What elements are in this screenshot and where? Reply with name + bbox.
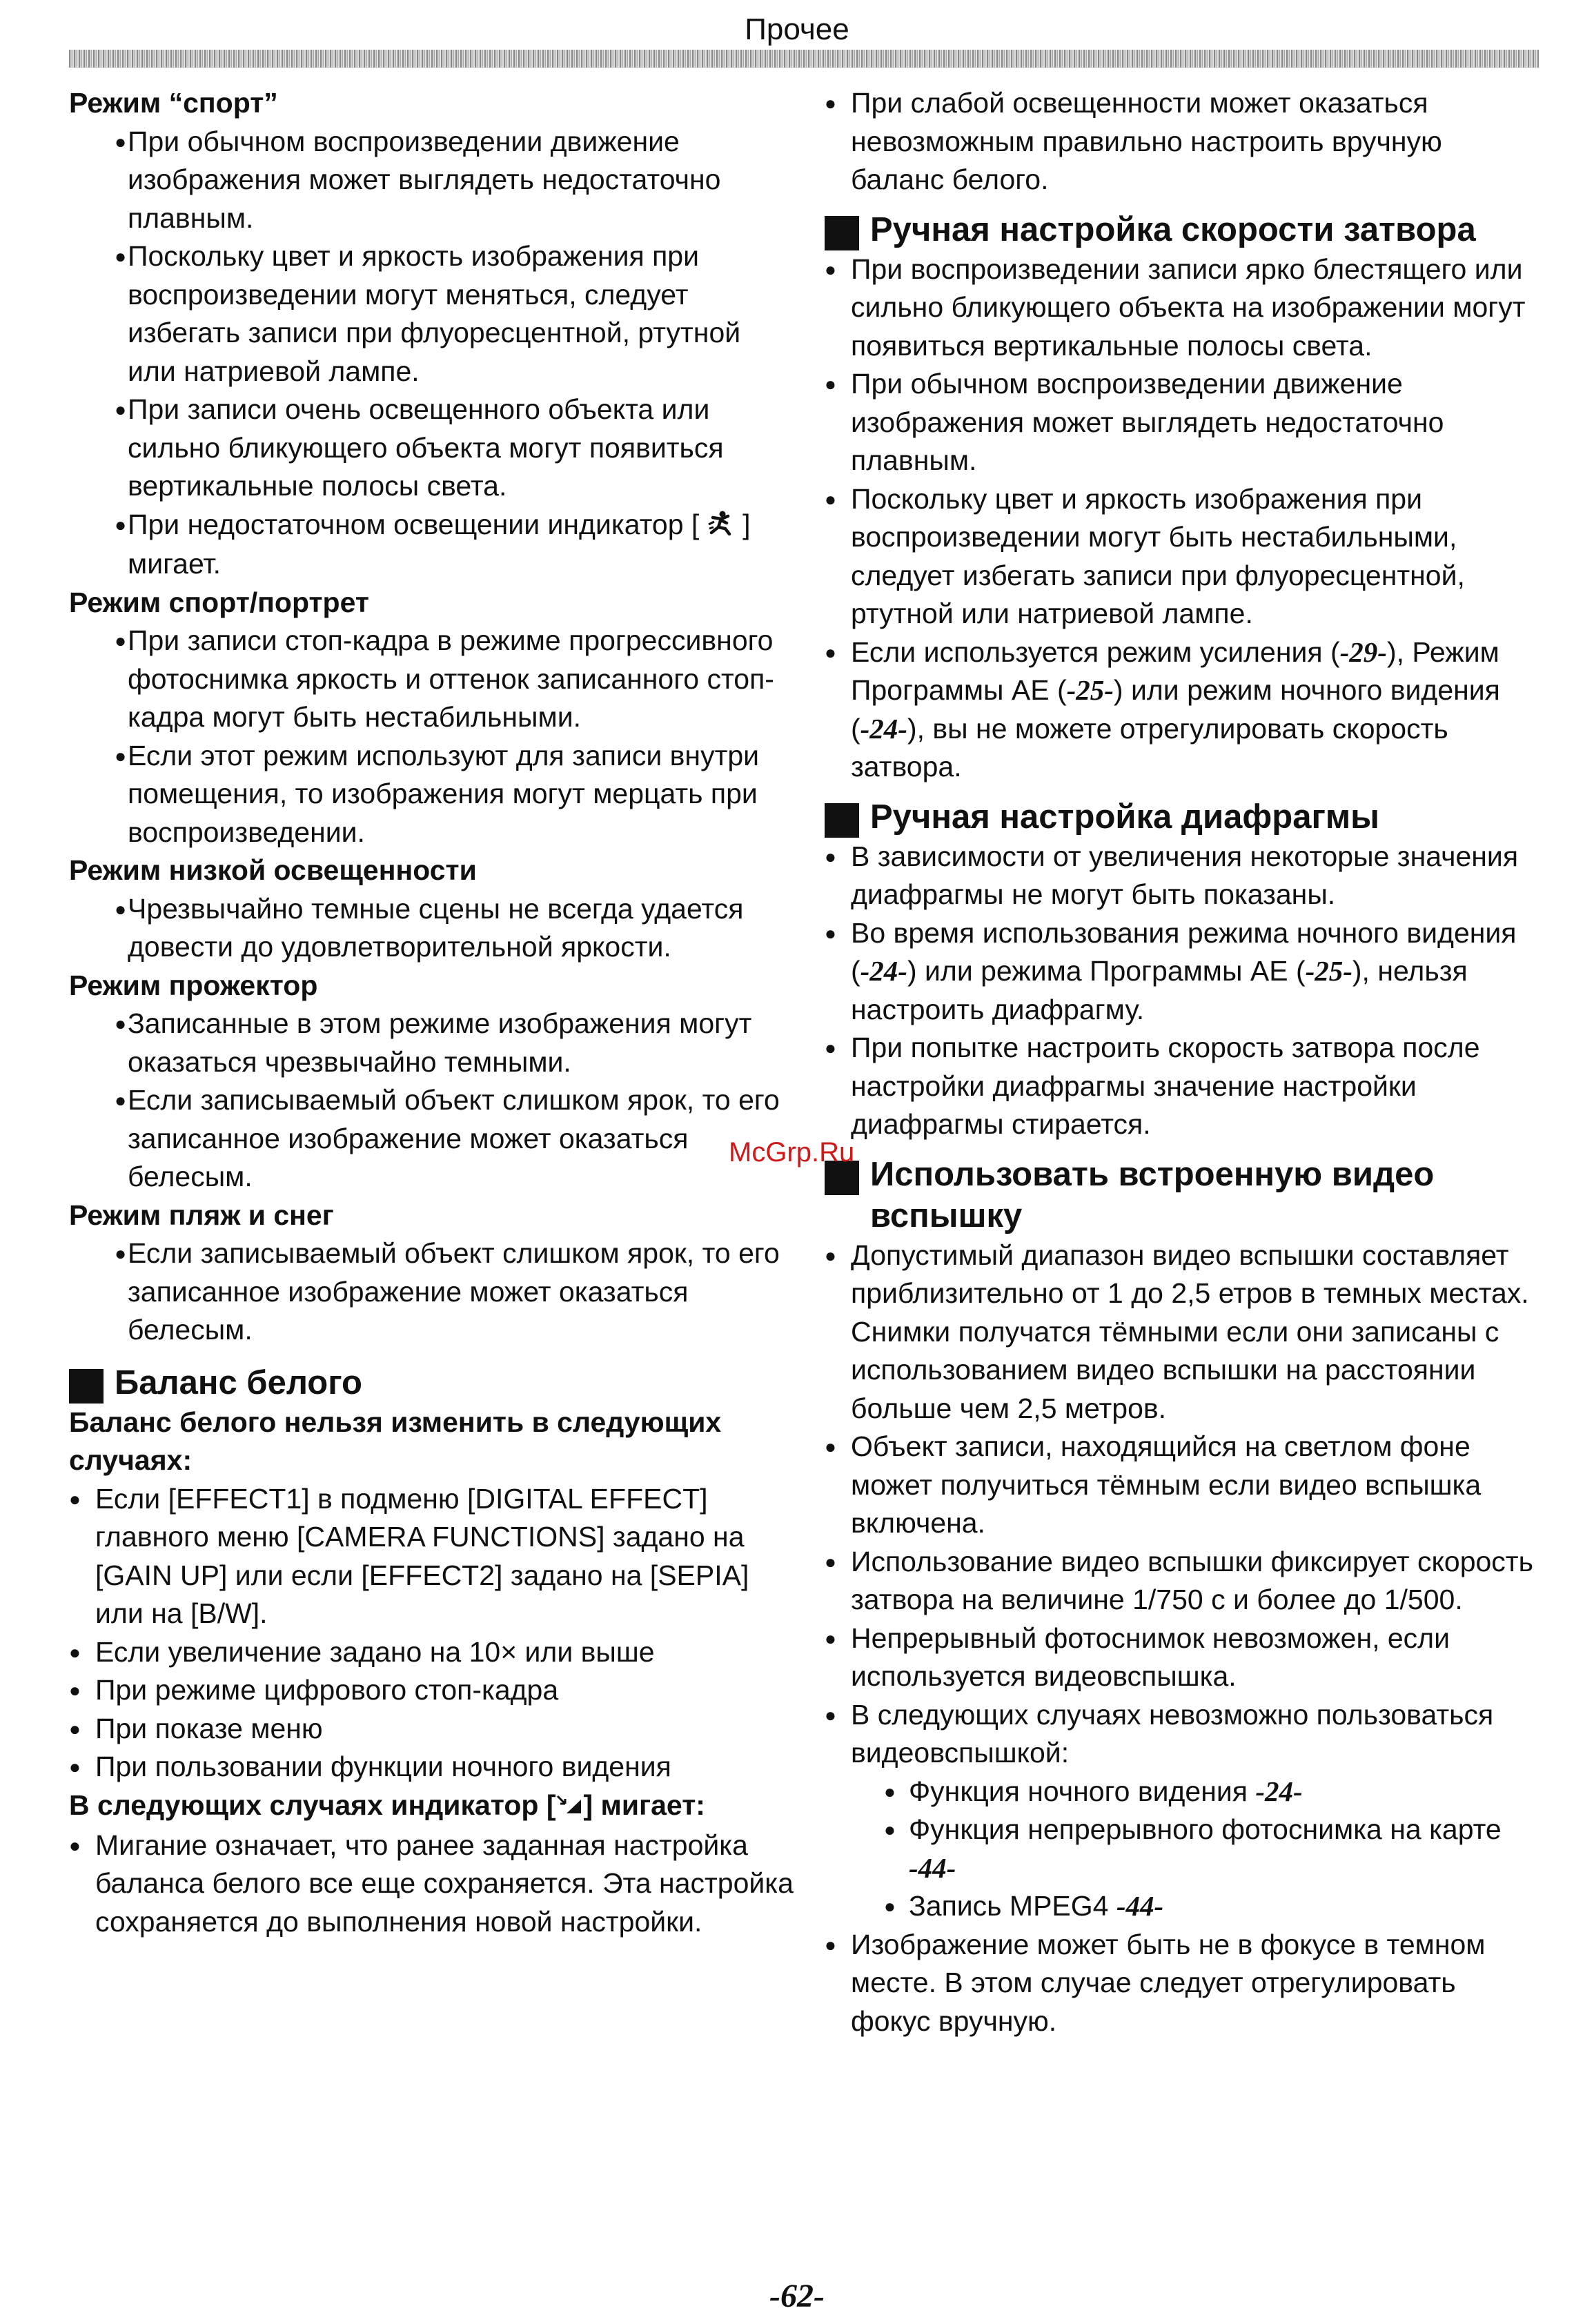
list-item: ● Объект записи, находящийся на светлом фоне может получиться тёмным если видео вспышка включена.	[825, 1428, 1542, 1543]
wb-continued-list	[825, 84, 1542, 199]
white-balance-subheading: Баланс белого нельзя изменить в следующих случаях:	[69, 1406, 722, 1477]
beach-mode-title: Режим пляж и снег	[69, 1199, 334, 1231]
spotlight-mode-title: Режим прожектор	[69, 969, 318, 1001]
page-number: -62-	[769, 2278, 825, 2314]
page-ref: -24-	[860, 955, 907, 987]
page-ref: -25-	[1066, 674, 1114, 706]
page-ref: -24-	[1255, 1775, 1303, 1807]
list-item: ● Запись MPEG4 -44-	[825, 1887, 1542, 1926]
list-item: ● Поскольку цвет и яркость изображения при воспроизведении могут меняться, следует избегать записи при флуоресцентной, ртутной или натриевой лампе.	[69, 237, 794, 391]
white-balance-list	[69, 1480, 794, 1786]
page-ref: -44-	[1116, 1890, 1164, 1922]
low-light-mode-title: Режим низкой освещенности	[69, 854, 477, 887]
list-item: ● Если этот режим используют для записи внутри помещения, то изображения могут мерцать при воспроизведении.	[69, 737, 794, 852]
flash-list	[825, 1237, 1542, 1773]
right-column	[825, 84, 1542, 2040]
list-item: ● Допустимый диапазон видео вспышки составляет приблизительно от 1 до 2,5 етров в темных местах. Снимки получатся тёмными если они записаны с использованием видео вспышки на расстоянии больше чем 2,5 метров.	[825, 1237, 1542, 1428]
page-ref: -25-	[1305, 955, 1352, 987]
list-item: ● При попытке настроить скорость затвора после настройки диафрагмы значение настройки диафрагмы стирается.	[825, 1029, 1542, 1144]
list-item: ● Изображение может быть не в фокусе в темном месте. В этом случае следует отрегулировать фокус вручную.	[825, 1926, 1542, 2041]
wb-indicator-list	[69, 1826, 794, 1942]
list-item: ● Чрезвычайно темные сцены не всегда удается довести до удовлетворительной яркости.	[69, 890, 794, 967]
section-marker-icon	[825, 216, 859, 250]
white-balance-icon	[555, 1788, 583, 1826]
list-item: ● Во время использования режима ночного видения (-24-) или режима Программы АЕ (-25-), нельзя настроить диафрагму.	[825, 914, 1542, 1030]
indicator-text-pre: При недостаточном освещении индикатор [	[128, 508, 700, 540]
list-item: ● При пользовании функции ночного видения	[69, 1748, 794, 1786]
list-item: ● Мигание означает, что ранее заданная настройка баланса белого все еще сохраняется. Эта настройка сохраняется до выполнения новой настройки.	[69, 1826, 794, 1942]
indicator-text-post: ] мигает.	[128, 508, 751, 580]
white-balance-heading: Баланс белого	[69, 1362, 794, 1404]
flash-list-end	[825, 1926, 1542, 2041]
wb-indicator-subheading: В следующих случаях индикатор [ ] мигает:	[69, 1786, 794, 1826]
list-item: ● Если записываемый объект слишком ярок, то его записанное изображение может оказаться белесым.	[69, 1081, 794, 1197]
page-ref: -24-	[860, 712, 907, 745]
list-item: ● Записанные в этом режиме изображения могут оказаться чрезвычайно темными.	[69, 1005, 794, 1081]
section-marker-icon	[825, 803, 859, 838]
shutter-heading: Ручная настройка скорости затвора	[825, 209, 1542, 250]
list-item: ● При слабой освещенности может оказаться невозможным правильно настроить вручную баланс белого.	[825, 84, 1542, 199]
list-item: ● При воспроизведении записи ярко блестящего или сильно бликующего объекта на изображении могут появиться вертикальные полосы света.	[825, 250, 1542, 366]
list-item: ● При обычном воспроизведении движение изображения может выглядеть недостаточно плавным.	[825, 365, 1542, 480]
list-item: ● В следующих случаях невозможно пользоваться видеовспышкой:	[825, 1696, 1542, 1773]
list-item: ● При показе меню	[69, 1710, 794, 1749]
list-item: ● Непрерывный фотоснимок невозможен, если используется видеовспышка.	[825, 1619, 1542, 1696]
watermark: McGrp.Ru	[729, 1137, 855, 1168]
page-ref: -29-	[1339, 636, 1387, 668]
page-header: Прочее	[745, 12, 849, 46]
list-item: ● Если [EFFECT1] в подменю [DIGITAL EFFECT] главного меню [CAMERA FUNCTIONS] задано на [GAIN UP] или если [EFFECT2] задано на [SEPIA] или на [B/W].	[69, 1480, 794, 1633]
spotlight-mode-list	[69, 1005, 794, 1197]
left-column	[69, 84, 794, 1941]
list-item: ● Если используется режим усиления (-29-), Режим Программы АЕ (-25-) или режим ночного видения (-24-), вы не можете отрегулировать скорость затвора.	[825, 633, 1542, 787]
low-light-mode-list	[69, 890, 794, 967]
flash-sublist	[825, 1773, 1542, 1926]
list-item: ● Функция непрерывного фотоснимка на карте -44-	[825, 1811, 1542, 1887]
sport-mode-icon	[707, 507, 735, 546]
list-item: ● Если записываемый объект слишком ярок, то его записанное изображение может оказаться белесым.	[69, 1234, 794, 1350]
list-item	[69, 506, 794, 584]
list-item: ● При обычном воспроизведении движение изображения может выглядеть недостаточно плавным.	[69, 123, 794, 238]
flash-heading: Использовать встроенную видео вспышку	[825, 1154, 1542, 1237]
iris-heading: Ручная настройка диафрагмы	[825, 796, 1542, 838]
list-item: ● При записи стоп-кадра в режиме прогрессивного фотоснимка яркость и оттенок записанного стоп-кадра могут быть нестабильными.	[69, 622, 794, 737]
list-item: ● В зависимости от увеличения некоторые значения диафрагмы не могут быть показаны.	[825, 838, 1542, 914]
list-item: ● При записи очень освещенного объекта или сильно бликующего объекта могут появиться вертикальные полосы света.	[69, 391, 794, 506]
section-marker-icon	[69, 1369, 104, 1404]
portrait-mode-list	[69, 622, 794, 851]
list-item: ● При режиме цифрового стоп-кадра	[69, 1671, 794, 1710]
list-item: ● Функция ночного видения -24-	[825, 1773, 1542, 1811]
portrait-mode-title: Режим спорт/портрет	[69, 586, 369, 618]
list-item: ● Если увеличение задано на 10× или выше	[69, 1633, 794, 1672]
list-item: ● Использование видео вспышки фиксирует скорость затвора на величине 1/750 с и более до 1/500.	[825, 1543, 1542, 1619]
list-item: ● Поскольку цвет и яркость изображения при воспроизведении могут быть нестабильными, следует избегать записи при флуоресцентной, ртутной или натриевой лампе.	[825, 480, 1542, 633]
page-ref: -44-	[909, 1851, 956, 1884]
header-rule	[69, 50, 1539, 68]
sport-mode-list	[69, 123, 794, 584]
iris-list	[825, 838, 1542, 1144]
beach-mode-list	[69, 1234, 794, 1350]
sport-mode-title: Режим “спорт”	[69, 87, 278, 119]
shutter-list	[825, 250, 1542, 787]
